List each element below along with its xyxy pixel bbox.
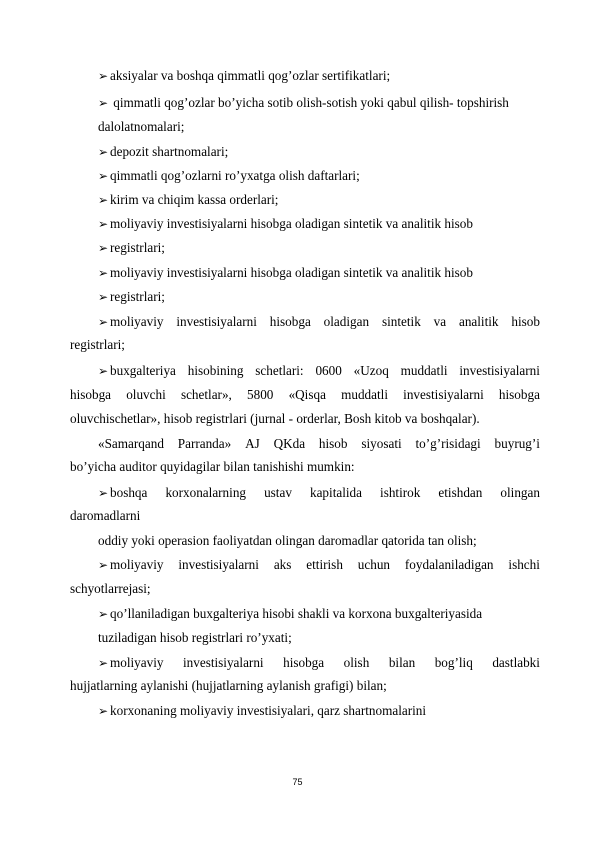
word: investisiyalarni: [176, 314, 257, 329]
word: hisobga: [283, 655, 325, 670]
arrow-bullet-icon: ➢: [98, 266, 109, 280]
paragraph-line: oddiy yoki operasion faoliyatdan olingan daromadlar qatorida tan olish;: [98, 533, 477, 548]
word: sintetik: [381, 314, 421, 329]
word: investisiyalarni: [183, 655, 264, 670]
page-number: 75: [292, 777, 303, 787]
bullet-line: [98, 192, 278, 208]
arrow-bullet-icon: ➢: [98, 217, 109, 231]
bullet-line: [98, 485, 540, 501]
arrow-bullet-icon: ➢: [98, 607, 109, 621]
word: bog’liq: [434, 655, 473, 670]
continuation-line: dalolatnomalari;: [98, 119, 185, 134]
bullet-line: [98, 314, 540, 330]
continuation-line: bo’yicha auditor quyidagilar bilan tanishishi mumkin:: [70, 459, 355, 474]
bullet-line: [98, 363, 540, 379]
bullet-line: [98, 68, 390, 84]
word: oladigan: [323, 314, 370, 329]
bullet-line: [98, 655, 540, 671]
word: uchun: [357, 557, 391, 572]
word: hisobga: [269, 314, 311, 329]
word: aks: [273, 557, 292, 572]
word: QKda: [273, 436, 306, 451]
word: investisiyalarni: [178, 557, 259, 572]
arrow-bullet-icon: ➢: [98, 704, 109, 718]
word: hisob: [318, 436, 348, 451]
word: hisob: [511, 314, 540, 329]
word: ishtirok: [380, 485, 421, 500]
word: «Uzoq: [353, 363, 389, 378]
line-text: depozit shartnomalari;: [110, 144, 229, 159]
word: muddatli: [400, 363, 448, 378]
word: «Qisqa: [288, 387, 326, 402]
bullet-line: [98, 289, 165, 305]
word: schetlari:: [255, 363, 304, 378]
continuation-line: hujjatlarning aylanishi (hujjatlarning aylanish grafigi) bilan;: [70, 678, 387, 693]
line-text: qo’llaniladigan buxgalteriya hisobi shakli va korxona buxgalteriyasida: [110, 606, 483, 621]
continuation-line: schyotlarrejasi;: [70, 581, 151, 596]
word: kapitalida: [309, 485, 362, 500]
arrow-bullet-icon: ➢: [98, 241, 109, 255]
word: hisobga: [498, 387, 540, 402]
line-text: registrlari;: [110, 240, 165, 255]
word: to’g’risidagi: [415, 436, 481, 451]
word: oluvchi: [126, 387, 166, 402]
word: investisiyalarni: [459, 363, 540, 378]
word: olish: [343, 655, 370, 670]
word: Parranda»: [177, 436, 232, 451]
word: AJ: [245, 436, 260, 451]
line-text: korxonaning moliyaviy investisiyalari, qarz shartnomalarini: [110, 703, 427, 718]
word: ettirish: [306, 557, 343, 572]
continuation-line: daromadlarni: [70, 508, 141, 523]
bullet-line: [98, 606, 482, 622]
word: schetlar»,: [180, 387, 232, 402]
word: moliyaviy: [110, 655, 164, 670]
arrow-bullet-icon: ➢: [98, 558, 109, 572]
bullet-line: [98, 240, 165, 256]
bullet-line: [98, 168, 360, 184]
arrow-bullet-icon: ➢: [98, 656, 109, 670]
bullet-line: [98, 144, 228, 160]
line-text: registrlari;: [110, 289, 165, 304]
arrow-bullet-icon: ➢: [98, 69, 109, 83]
arrow-bullet-icon: ➢: [98, 486, 109, 500]
word: ustav: [264, 485, 292, 500]
word: buxgalteriya: [110, 363, 176, 378]
arrow-bullet-icon: ➢: [98, 290, 109, 304]
word: boshqa: [110, 485, 148, 500]
arrow-bullet-icon: ➢: [98, 169, 109, 183]
word: 5800: [247, 387, 274, 402]
word: dastlabki: [492, 655, 540, 670]
line-text: aksiyalar va boshqa qimmatli qog’ozlar sertifikatlari;: [110, 68, 391, 83]
word: moliyaviy: [110, 314, 164, 329]
word: «Samarqand: [98, 436, 164, 451]
bullet-line: [98, 265, 473, 281]
word: moliyaviy: [110, 557, 164, 572]
word: investisiyalarni: [403, 387, 484, 402]
word: foydalaniladigan: [404, 557, 494, 572]
word: analitik: [458, 314, 499, 329]
bullet-line: [98, 216, 473, 232]
word: siyosati: [361, 436, 402, 451]
arrow-bullet-icon: ➢: [98, 96, 109, 110]
line-text: moliyaviy investisiyalarni hisobga oladigan sintetik va analitik hisob: [110, 216, 473, 231]
word: ishchi: [508, 557, 540, 572]
paragraph-line: [98, 436, 540, 452]
continuation-line: [70, 387, 540, 403]
arrow-bullet-icon: ➢: [98, 315, 109, 329]
word: korxonalarning: [165, 485, 247, 500]
arrow-bullet-icon: ➢: [98, 364, 109, 378]
arrow-bullet-icon: ➢: [98, 193, 109, 207]
line-text: kirim va chiqim kassa orderlari;: [110, 192, 279, 207]
word: etishdan: [438, 485, 483, 500]
word: hisobga: [70, 387, 112, 402]
word: muddatli: [341, 387, 388, 402]
continuation-line: tuziladigan hisob registrlari ro’yxati;: [98, 630, 292, 645]
bullet-line: [98, 95, 509, 111]
word: buyrug’i: [494, 436, 540, 451]
bullet-line: [98, 703, 426, 719]
continuation-line: oluvchischetlar», hisob registrlari (jurnal - orderlar, Bosh kitob va boshqalar).: [70, 411, 480, 426]
continuation-line: registrlari;: [70, 337, 125, 352]
word: bilan: [388, 655, 416, 670]
word: 0600: [315, 363, 342, 378]
word: hisobining: [187, 363, 244, 378]
line-text: qimmatli qog’ozlarni ro’yxatga olish daftarlari;: [110, 168, 360, 183]
line-text: qimmatli qog’ozlar bo’yicha sotib olish-sotish yoki qabul qilish- topshirish: [110, 95, 509, 110]
line-text: moliyaviy investisiyalarni hisobga oladigan sintetik va analitik hisob: [110, 265, 473, 280]
word: va: [433, 314, 447, 329]
bullet-line: [98, 557, 540, 573]
word: olingan: [500, 485, 540, 500]
arrow-bullet-icon: ➢: [98, 145, 109, 159]
